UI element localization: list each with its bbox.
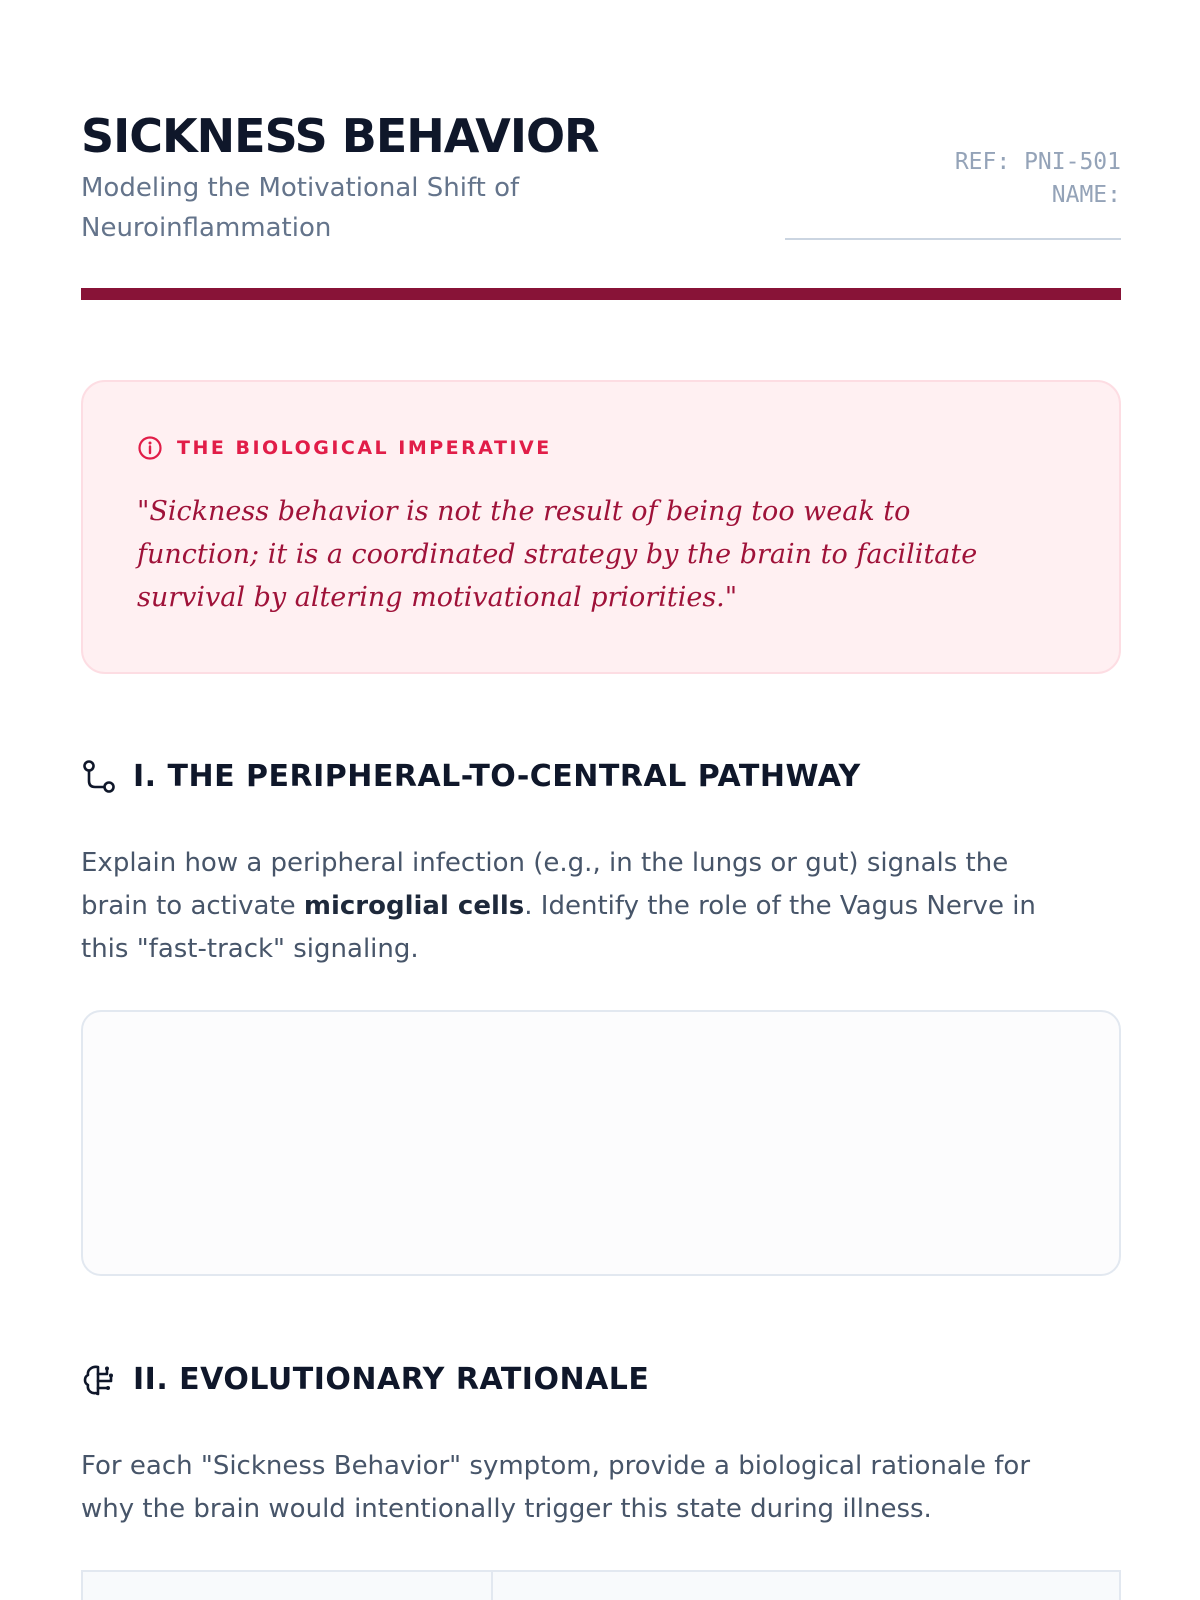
prompt-text-start: Explain how a peripheral infection (e.g., in the lungs or gut) signals the brain to activate — [81, 848, 1009, 921]
page-title: SICKNESS BEHAVIOR — [81, 109, 599, 163]
rationale-table — [81, 1570, 1121, 1600]
biological-imperative-callout — [81, 380, 1121, 674]
brain-icon — [81, 1362, 117, 1398]
section-heading-pathway — [81, 757, 861, 797]
header-divider — [81, 288, 1121, 300]
name-input-line[interactable] — [785, 238, 1121, 240]
prompt-text-end: . Identify the role of the Vagus Nerve in this "fast-track" signaling. — [81, 891, 1036, 964]
reference-code: REF: PNI-501 — [954, 149, 1121, 175]
section-title: II. EVOLUTIONARY RATIONALE — [133, 1362, 650, 1397]
prompt-key-term: microglial cells — [303, 891, 525, 921]
page-subtitle: Modeling the Motivational Shift of Neuroinflammation — [81, 173, 520, 243]
table-header-cell — [83, 1572, 493, 1600]
section-prompt — [81, 842, 1081, 971]
callout-quote: "Sickness behavior is not the result of being too weak to function; it is a coordinated strategy by the brain to facilitate survival by altering motivational priorities." — [137, 496, 978, 613]
callout-heading — [137, 434, 552, 462]
name-label: NAME: — [1051, 182, 1121, 208]
section-title: I. THE PERIPHERAL-TO-CENTRAL PATHWAY — [133, 759, 861, 794]
info-circle-icon — [137, 435, 163, 461]
pathway-answer-field[interactable] — [81, 1010, 1121, 1276]
worksheet-meta — [955, 146, 1121, 212]
section-prompt: For each "Sickness Behavior" symptom, provide a biological rationale for why the brain would intentionally trigger this state during illness. — [81, 1451, 1031, 1524]
section-heading-rationale — [81, 1360, 649, 1400]
worksheet-header — [81, 108, 1121, 248]
route-icon — [81, 759, 117, 795]
table-header-cell — [493, 1572, 1119, 1600]
callout-label: THE BIOLOGICAL IMPERATIVE — [177, 437, 552, 459]
